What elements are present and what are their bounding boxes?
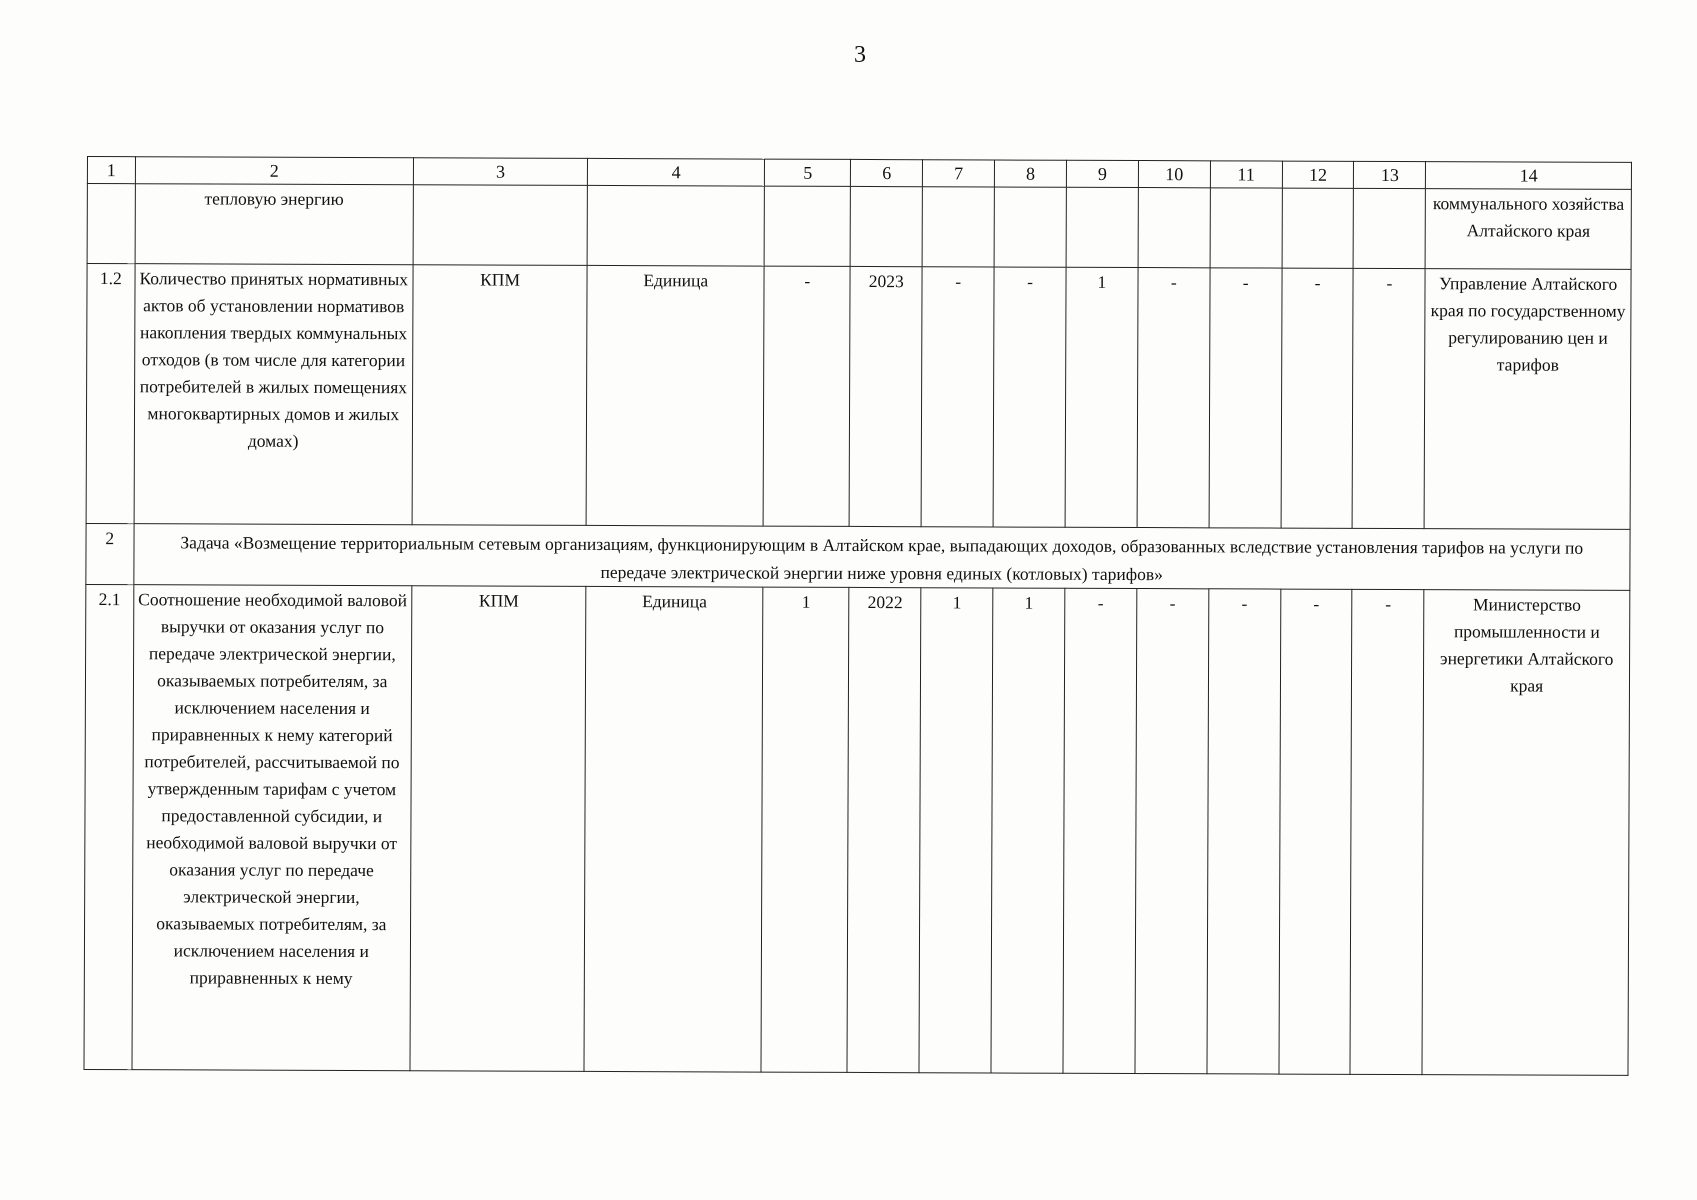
column-number: 3 xyxy=(413,158,587,186)
base-year-cell: 2023 xyxy=(849,266,922,526)
value-cell: 1 xyxy=(991,588,1065,1073)
column-number: 6 xyxy=(851,159,923,186)
base-year-cell: 2022 xyxy=(847,587,921,1072)
value-cell xyxy=(1210,188,1282,268)
responsible-cell: коммунального хозяйства Алтайского края xyxy=(1425,189,1631,270)
value-cell xyxy=(994,187,1066,267)
row-number-cell xyxy=(87,184,135,264)
page-number: 3 xyxy=(854,42,866,68)
task-text: Задача «Возмещение территориальным сетевым организациям, функционирующим в Алтайском крае, выпадающих доходов, образованных вследствие установления тарифов на услуги по передаче электрической энергии ниже уровня единых (котловых) тарифов» xyxy=(133,524,1630,591)
column-number: 9 xyxy=(1066,160,1138,187)
type-cell: КПМ xyxy=(412,265,587,526)
table-row-continued xyxy=(87,184,1631,270)
indicators-table xyxy=(83,156,1631,1076)
table-row-1-2 xyxy=(86,264,1631,530)
column-number: 14 xyxy=(1426,162,1632,190)
responsible-cell: Управление Алтайского края по государственному регулированию цен и тарифов xyxy=(1424,269,1631,530)
column-number: 1 xyxy=(87,157,135,184)
column-number: 13 xyxy=(1354,161,1426,188)
task-row-2 xyxy=(86,523,1630,590)
value-cell: - xyxy=(921,267,994,527)
unit-cell: Единица xyxy=(584,586,763,1072)
type-cell: КПМ xyxy=(410,586,586,1072)
responsible-cell: Министерство промышленности и энергетики Алтайского края xyxy=(1422,590,1630,1076)
base-value-cell: 1 xyxy=(761,587,849,1072)
value-cell: - xyxy=(1207,589,1281,1074)
column-number: 4 xyxy=(588,158,765,186)
indicator-name-cell: Количество принятых нормативных актов об установлении нормативов накопления твердых коммунальных отходов (в том числе для категории потребителей в жилых помещениях многоквартирных домов и жилых домах) xyxy=(134,264,413,525)
column-number: 2 xyxy=(135,157,414,185)
value-cell: - xyxy=(1137,268,1210,528)
value-cell xyxy=(1282,188,1354,268)
base-year-cell xyxy=(850,186,922,266)
value-cell: - xyxy=(1281,268,1354,528)
value-cell xyxy=(1066,187,1138,267)
value-cell: 1 xyxy=(919,588,993,1073)
base-value-cell: - xyxy=(763,266,850,526)
unit-cell: Единица xyxy=(586,265,764,526)
value-cell: - xyxy=(993,267,1066,527)
value-cell xyxy=(922,187,994,267)
base-value-cell xyxy=(764,186,850,266)
type-cell xyxy=(413,185,587,266)
column-number: 8 xyxy=(994,160,1066,187)
value-cell xyxy=(1354,188,1426,268)
value-cell: - xyxy=(1353,268,1426,528)
row-number-cell: 2 xyxy=(86,523,134,584)
table-row-2-1 xyxy=(84,584,1630,1075)
indicator-name-cell: Соотношение необходимой валовой выручки от оказания услуг по передаче электрической энергии, оказываемых потребителям, за исключением населения и приравненных к нему категорий потребителей, рассчитываемой по утвержденным тарифам с учетом предоставленной субсидии, и необходимой валовой выручки от оказания услуг по передаче электрической энергии, оказываемых потребителям, за исключением населения и приравненных к нему xyxy=(132,585,412,1071)
row-number-cell: 1.2 xyxy=(86,264,135,524)
value-cell: - xyxy=(1209,268,1282,528)
value-cell: - xyxy=(1063,588,1137,1073)
column-number: 7 xyxy=(923,160,995,187)
column-number: 10 xyxy=(1138,161,1210,188)
value-cell: - xyxy=(1135,589,1209,1074)
value-cell: - xyxy=(1279,589,1353,1074)
row-number-cell: 2.1 xyxy=(84,584,133,1069)
unit-cell xyxy=(587,185,764,266)
value-cell: - xyxy=(1350,589,1424,1074)
column-number: 11 xyxy=(1210,161,1282,188)
value-cell xyxy=(1138,188,1210,268)
indicator-name-cell: тепловую энергию xyxy=(135,184,414,265)
column-number: 12 xyxy=(1282,161,1354,188)
column-number: 5 xyxy=(765,159,851,186)
value-cell: 1 xyxy=(1065,267,1138,527)
